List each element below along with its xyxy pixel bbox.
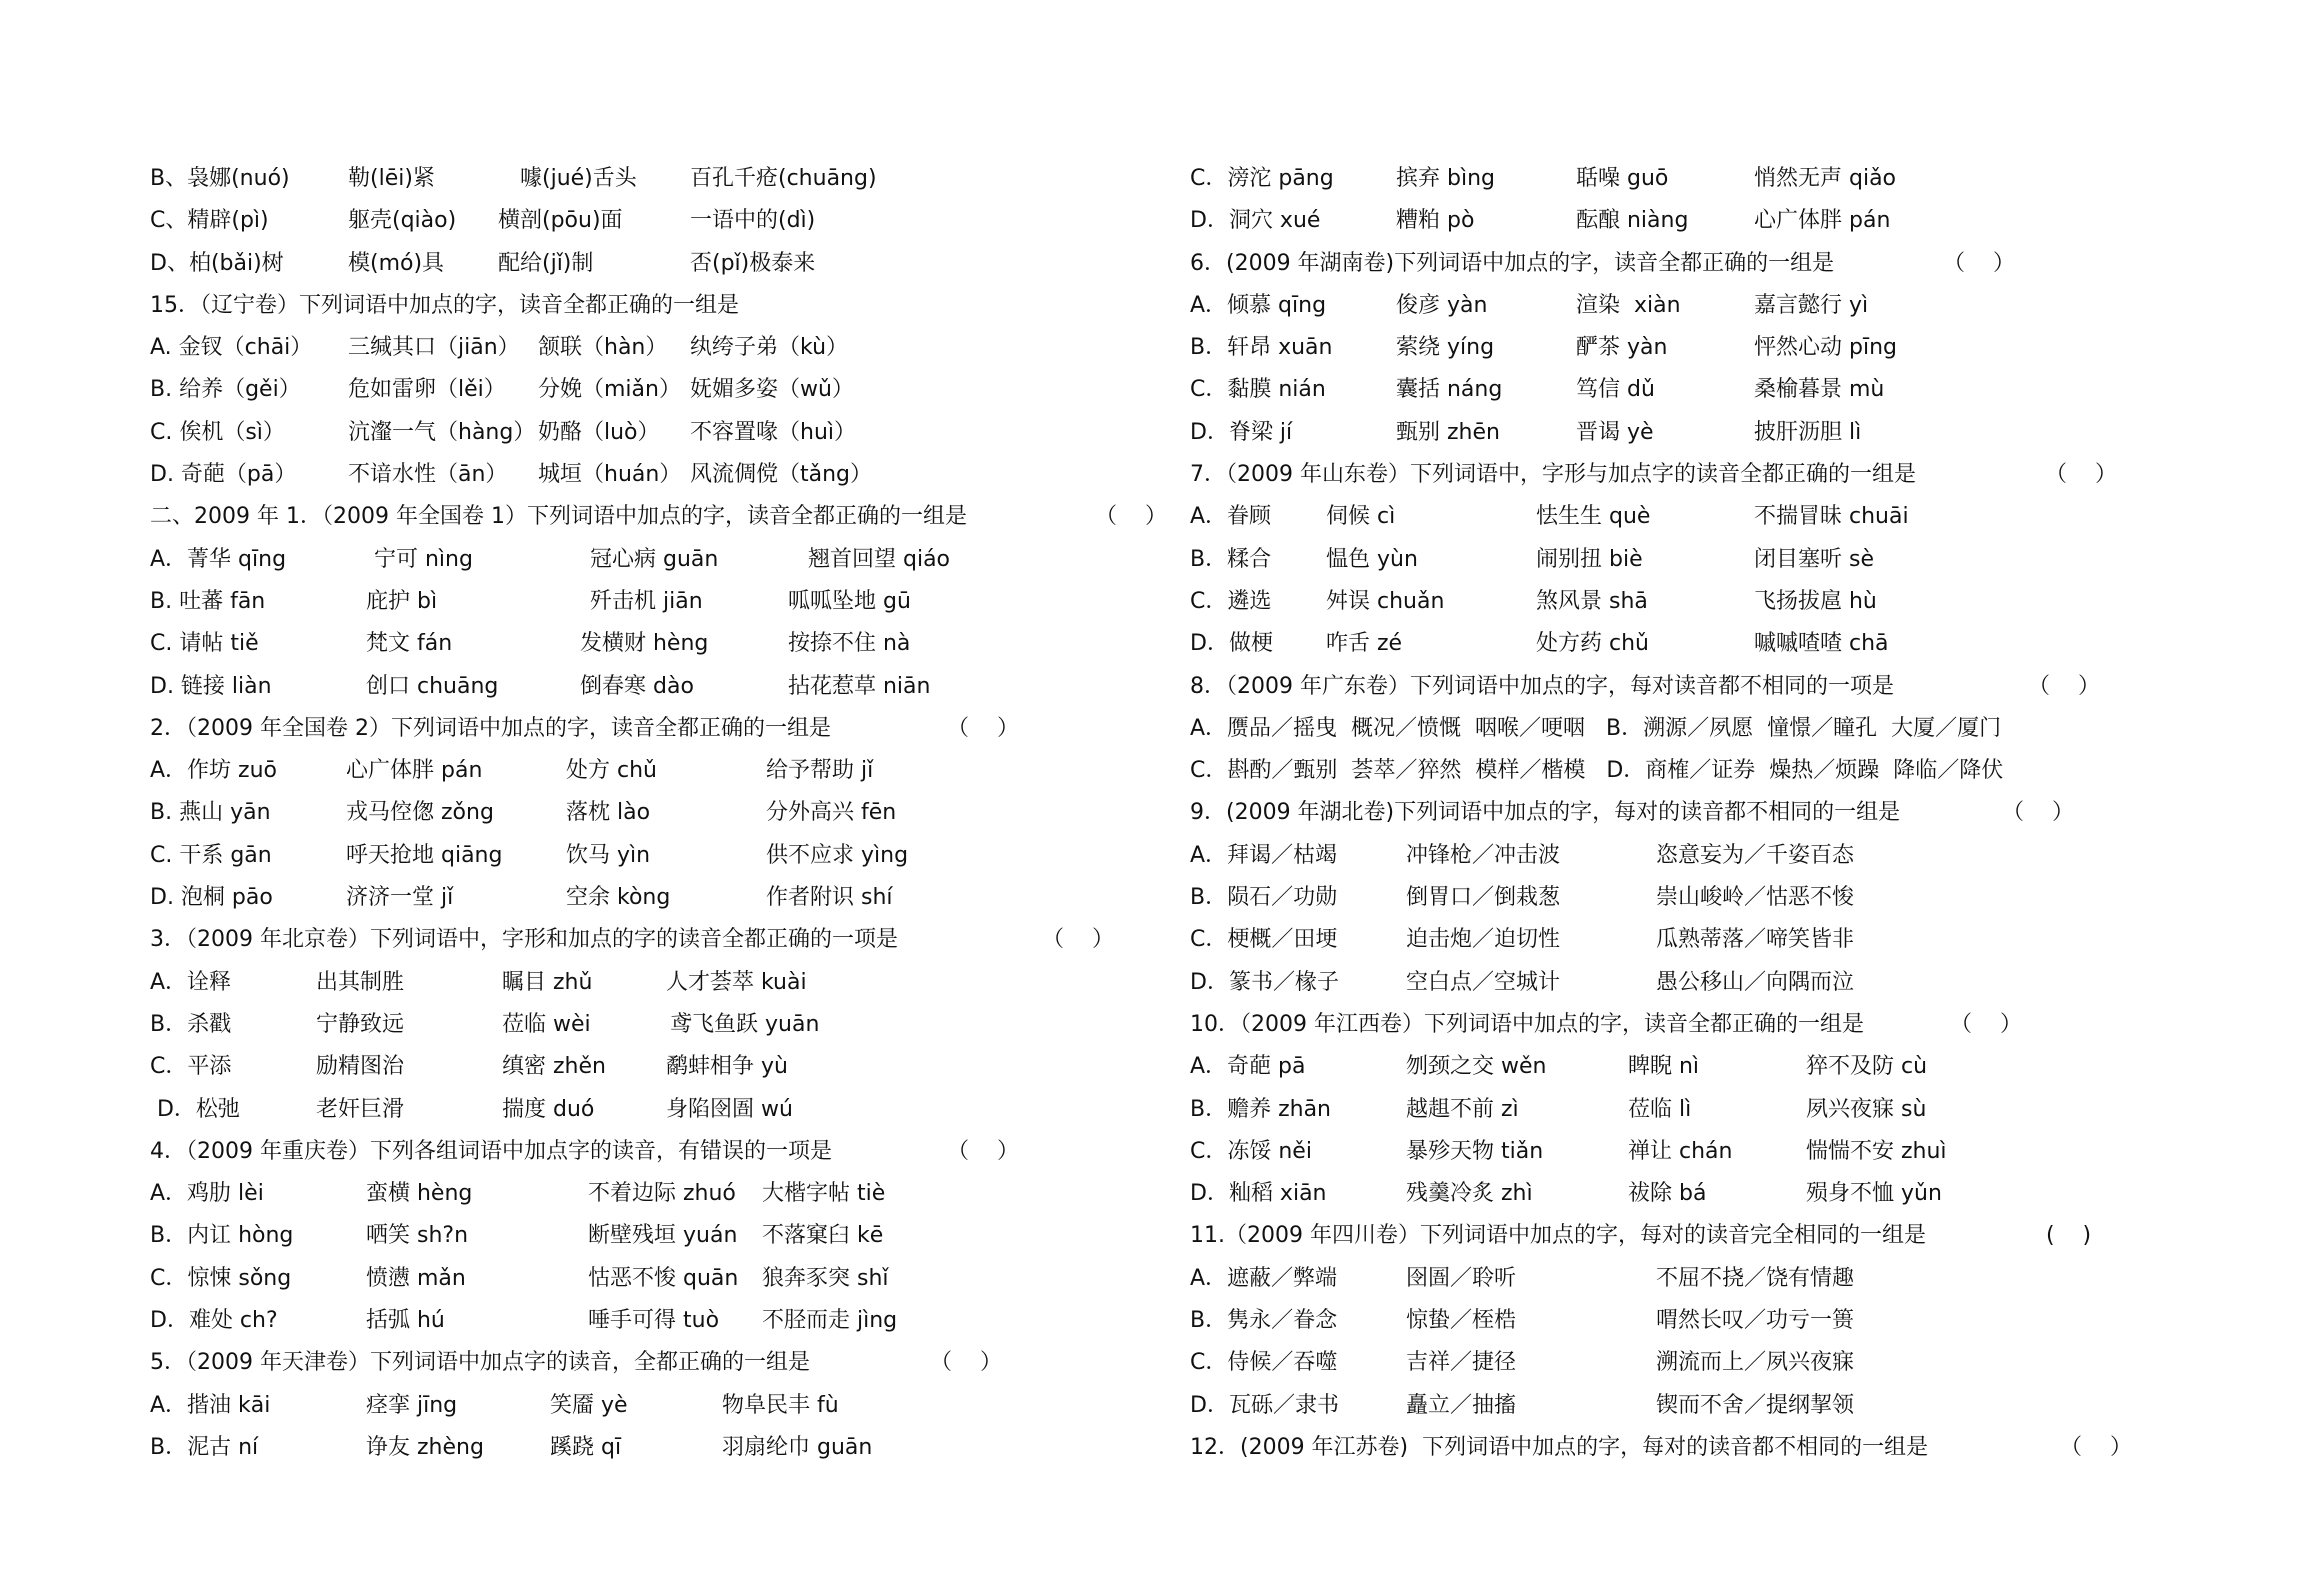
- text-line: [150, 877, 1190, 919]
- line-option: 锲而不舍／提纲挈领: [1656, 1392, 1855, 1418]
- line-option: 喟然长叹／功亏一篑: [1656, 1308, 1855, 1334]
- line-text: D．松弛: [150, 1096, 240, 1122]
- line-option: 风流倜傥（tǎng）: [690, 462, 873, 488]
- line-option: 城垣（huán）: [538, 462, 682, 488]
- line-text: A．拜谒／枯竭: [1190, 842, 1338, 868]
- line-option: 愠色 yùn: [1326, 546, 1418, 572]
- line-option: 晋谒 yè: [1576, 419, 1654, 445]
- line-option: 猝不及防 cù: [1806, 1054, 1928, 1080]
- text-line: [1190, 1131, 2240, 1173]
- line-option: 人才荟萃 kuài: [666, 969, 807, 995]
- line-text: A．眷顾: [1190, 504, 1272, 530]
- line-option: （ ）: [2045, 462, 2117, 488]
- line-text: A．作坊 zuō: [150, 758, 277, 784]
- line-option: 躯壳(qiào): [348, 208, 457, 234]
- line-option: 囹圄／聆听: [1406, 1265, 1517, 1291]
- line-text: 12．(2009 年江苏卷) 下列词语中加点的字，每对的读音都不相同的一组是: [1190, 1434, 1929, 1460]
- line-text: C. 请帖 tiě: [150, 631, 259, 657]
- line-text: C. 干系 gān: [150, 842, 272, 868]
- line-option: 摈弃 bìng: [1396, 166, 1495, 191]
- line-option: 怙恶不悛 quān: [588, 1265, 739, 1291]
- text-line: [1190, 539, 2240, 581]
- line-option: 宁静致远: [316, 1011, 405, 1037]
- line-option: 梵文 fán: [366, 631, 453, 657]
- text-line: [150, 1215, 1190, 1257]
- line-option: 冠心病 guān: [590, 546, 719, 572]
- line-text: D. 泡桐 pāo: [150, 885, 273, 911]
- line-option: （ ）: [947, 715, 1019, 741]
- line-option: 俊彦 yàn: [1396, 292, 1488, 318]
- line-text: C、精辟(pì): [150, 208, 269, 234]
- line-option: 不容置喙（huì）: [690, 419, 856, 445]
- line-text: B、袅娜(nuó): [150, 166, 290, 191]
- line-option: 瞩目 zhǔ: [502, 969, 593, 995]
- text-line: [150, 200, 1190, 242]
- line-option: 发横财 hèng: [580, 631, 709, 657]
- line-text: C．滂沱 pāng: [1190, 166, 1334, 191]
- line-option: 百孔千疮(chuāng): [690, 166, 877, 191]
- line-option: 宁可 nìng: [374, 546, 473, 572]
- text-line: [1190, 919, 2240, 961]
- line-text: C．平添: [150, 1054, 232, 1080]
- text-line: [150, 919, 1190, 961]
- line-option: 大楷字帖 tiè: [762, 1181, 886, 1207]
- line-option: 括弧 hú: [366, 1308, 445, 1334]
- line-option: 配给(jǐ)制: [498, 250, 594, 276]
- line-text: 8．（2009 年广东卷）下列词语中加点的字，每对读音都不相同的一项是: [1190, 673, 1894, 699]
- line-option: 否(pǐ)极泰来: [690, 250, 816, 276]
- line-option: 酽茶 yàn: [1576, 335, 1668, 361]
- text-line: [150, 412, 1190, 454]
- text-line: [1190, 750, 2240, 792]
- line-option: 励精图治: [316, 1054, 405, 1080]
- line-text: D、柏(bǎi)树: [150, 250, 284, 276]
- line-option: 愚公移山／向隅而泣: [1656, 969, 1855, 995]
- text-line: [1190, 412, 2240, 454]
- line-option: 祓除 bá: [1628, 1181, 1707, 1207]
- line-option: 聒噪 guō: [1576, 166, 1669, 191]
- line-text: B. 吐蕃 fān: [150, 588, 266, 614]
- line-option: 伺候 cì: [1326, 504, 1396, 530]
- line-option: 蹊跷 qī: [550, 1434, 622, 1460]
- line-text: B．杀戳: [150, 1011, 232, 1037]
- line-text: 15．（辽宁卷）下列词语中加点的字，读音全都正确的一组是: [150, 292, 739, 318]
- line-option: （ ）: [2028, 673, 2100, 699]
- line-text: C．黏膜 nián: [1190, 377, 1326, 403]
- line-option: （ ）: [1943, 250, 2015, 276]
- text-line: [1190, 1046, 2240, 1088]
- text-line: [150, 158, 1190, 200]
- line-option: 物阜民丰 fù: [722, 1392, 839, 1418]
- line-option: （ ）: [1950, 1011, 2022, 1037]
- line-option: 断壁残垣 yuán: [588, 1223, 738, 1249]
- line-option: 蛮横 hèng: [366, 1181, 473, 1207]
- line-option: 悄然无声 qiǎo: [1754, 166, 1897, 191]
- line-text: D．籼稻 xiān: [1190, 1181, 1327, 1207]
- line-option: 嘉言懿行 yì: [1754, 292, 1869, 318]
- text-line: [1190, 666, 2240, 708]
- line-text: 9．(2009 年湖北卷)下列词语中加点的字，每对的读音都不相同的一组是: [1190, 800, 1901, 826]
- line-option: 冲锋枪／冲击波: [1406, 842, 1561, 868]
- text-line: [150, 666, 1190, 708]
- text-line: [150, 708, 1190, 750]
- line-option: 暴殄天物 tiǎn: [1406, 1138, 1544, 1164]
- line-option: 舛误 chuǎn: [1326, 588, 1445, 614]
- line-text: 4．（2009 年重庆卷）下列各组词语中加点字的读音，有错误的一项是: [150, 1138, 832, 1164]
- line-option: 怦然心动 pīng: [1754, 335, 1897, 361]
- line-option: 越趄不前 zì: [1406, 1096, 1519, 1122]
- line-option: 羽扇纶巾 guān: [722, 1434, 873, 1460]
- line-text: B. 给养（gěi）: [150, 377, 301, 403]
- text-line: [150, 750, 1190, 792]
- text-line: [1190, 962, 2240, 1004]
- line-text: C．惊悚 sǒng: [150, 1265, 292, 1291]
- line-option: 唾手可得 tuò: [588, 1308, 720, 1334]
- line-text: 5．（2009 年天津卷）下列词语中加点字的读音，全都正确的一组是: [150, 1350, 810, 1376]
- text-line: [1190, 1089, 2240, 1131]
- line-option: 笑靥 yè: [550, 1392, 628, 1418]
- line-text: B. 燕山 yān: [150, 800, 271, 826]
- line-option: 诤友 zhèng: [366, 1434, 484, 1460]
- line-option: （ ）: [2060, 1434, 2132, 1460]
- line-text: C. 俟机（sì）: [150, 419, 285, 445]
- line-text: A. 金钗（chāi）: [150, 335, 313, 361]
- line-option: 渲染 xiàn: [1576, 292, 1681, 318]
- line-option: 矗立／抽搐: [1406, 1392, 1517, 1418]
- text-line: [1190, 1173, 2240, 1215]
- line-option: 创口 chuāng: [366, 673, 499, 699]
- line-option: 处方 chǔ: [566, 758, 657, 784]
- line-option: 莅临 wèi: [502, 1011, 591, 1037]
- line-option: 不着边际 zhuó: [588, 1181, 736, 1207]
- line-text: C．遴选: [1190, 588, 1272, 614]
- line-text: D. 奇葩（pā）: [150, 462, 297, 488]
- line-text: A．遮蔽／弊端: [1190, 1265, 1338, 1291]
- line-option: 囊括 náng: [1396, 377, 1503, 403]
- line-option: 沆瀣一气（hàng）: [348, 419, 536, 445]
- line-text: A．鸡肋 lèi: [150, 1181, 264, 1207]
- text-line: [150, 835, 1190, 877]
- line-text: 10．（2009 年江西卷）下列词语中加点的字，读音全都正确的一组是: [1190, 1011, 1864, 1037]
- line-text: C．侍候／吞噬: [1190, 1350, 1338, 1376]
- line-text: 6．(2009 年湖南卷)下列词语中加点的字，读音全都正确的一组是: [1190, 250, 1835, 276]
- text-line: [1190, 327, 2240, 369]
- line-text: D．做梗: [1190, 631, 1273, 657]
- text-line: [150, 1385, 1190, 1427]
- line-option: 惴惴不安 zhuì: [1806, 1138, 1947, 1164]
- line-option: 呱呱坠地 gū: [788, 588, 911, 614]
- line-option: 横剖(pōu)面: [498, 208, 623, 234]
- line-option: 危如雷卵（lěi）: [348, 377, 506, 403]
- line-option: 披肝沥胆 lì: [1754, 419, 1862, 445]
- line-option: 闭目塞听 sè: [1754, 546, 1874, 572]
- line-option: 殒身不恤 yǔn: [1806, 1181, 1942, 1207]
- line-option: （ ）: [947, 1138, 1019, 1164]
- line-text: D．瓦砾／隶书: [1190, 1392, 1339, 1418]
- line-option: 身陷囹圄 wú: [666, 1096, 793, 1122]
- line-option: 愤懑 mǎn: [366, 1265, 466, 1291]
- line-option: 三缄其口（jiān）: [348, 335, 520, 361]
- line-option: 莅临 lì: [1628, 1096, 1692, 1122]
- line-option: 萦绕 yíng: [1396, 335, 1495, 361]
- text-line: [1190, 454, 2240, 496]
- right-column: [1190, 158, 2240, 1469]
- line-option: 不谙水性（ān）: [348, 462, 508, 488]
- line-text: B．泥古 ní: [150, 1434, 259, 1460]
- line-option: 狼奔豕突 shǐ: [762, 1265, 889, 1291]
- line-option: 笃信 dǔ: [1576, 377, 1655, 403]
- line-option: （ ）: [1042, 927, 1114, 953]
- text-line: [1190, 496, 2240, 538]
- line-option: 煞风景 shā: [1536, 588, 1648, 614]
- line-option: 睥睨 nì: [1628, 1054, 1700, 1080]
- line-option: 歼击机 jiān: [590, 588, 703, 614]
- line-option: 处方药 chǔ: [1536, 631, 1649, 657]
- line-option: 老奸巨滑: [316, 1096, 405, 1122]
- line-text: A．倾慕 qīng: [1190, 292, 1327, 318]
- line-option: 刎颈之交 wěn: [1406, 1054, 1547, 1080]
- text-line: [150, 1173, 1190, 1215]
- text-line: [150, 792, 1190, 834]
- line-text: B．内讧 hòng: [150, 1223, 294, 1249]
- text-line: [150, 623, 1190, 665]
- text-line: [150, 243, 1190, 285]
- line-text: B．隽永／眷念: [1190, 1308, 1338, 1334]
- line-text: C．梗概／田埂: [1190, 927, 1338, 953]
- line-option: 溯流而上／夙兴夜寐: [1656, 1350, 1855, 1376]
- line-text: 2．（2009 年全国卷 2）下列词语中加点的字，读音全都正确的一组是: [150, 715, 831, 741]
- line-option: 颔联（hàn）: [538, 335, 668, 361]
- line-option: 缜密 zhěn: [502, 1054, 606, 1080]
- line-option: 呼天抢地 qiāng: [346, 842, 503, 868]
- line-text: D. 链接 liàn: [150, 673, 272, 699]
- line-option: 不落窠臼 kē: [762, 1223, 884, 1249]
- line-text: B．赡养 zhān: [1190, 1096, 1332, 1122]
- line-option: 咋舌 zé: [1326, 631, 1403, 657]
- line-option: 酝酿 niàng: [1576, 208, 1689, 234]
- line-option: 糟粕 pò: [1396, 208, 1475, 234]
- line-option: 哂笑 sh?n: [366, 1223, 469, 1249]
- text-line: [1190, 243, 2240, 285]
- line-option: 闹别扭 biè: [1536, 546, 1643, 572]
- line-text: B．陨石／功勋: [1190, 885, 1338, 911]
- line-option: 心广体胖 pán: [346, 758, 483, 784]
- line-text: A．奇葩 pā: [1190, 1054, 1306, 1080]
- text-line: [150, 369, 1190, 411]
- line-option: 吉祥／捷径: [1406, 1350, 1517, 1376]
- line-option: 分外高兴 fēn: [766, 800, 897, 826]
- line-option: 出其制胜: [316, 969, 405, 995]
- text-line: [1190, 877, 2240, 919]
- line-option: 戎马倥偬 zǒng: [346, 800, 494, 826]
- text-line: [1190, 1300, 2240, 1342]
- line-text: A．菁华 qīng: [150, 546, 287, 572]
- line-option: 奶酪（luò）: [538, 419, 660, 445]
- line-option: 空余 kòng: [566, 885, 671, 911]
- text-line: [1190, 285, 2240, 327]
- line-option: （ ）: [1095, 504, 1167, 530]
- line-option: 惊蛰／桎梏: [1406, 1308, 1517, 1334]
- line-option: 翘首回望 qiáo: [808, 546, 951, 572]
- text-line: [1190, 158, 2240, 200]
- line-option: 勒(lēi)紧: [348, 166, 435, 191]
- line-option: 心广体胖 pán: [1754, 208, 1891, 234]
- line-option: 妩媚多姿（wǔ）: [690, 377, 854, 403]
- line-text: B．糅合: [1190, 546, 1272, 572]
- line-option: 拈花惹草 niān: [788, 673, 931, 699]
- line-option: 纨绔子弟（kù）: [690, 335, 849, 361]
- line-option: 作者附识 shí: [766, 885, 893, 911]
- text-line: [1190, 623, 2240, 665]
- text-line: [150, 962, 1190, 1004]
- text-line: [150, 285, 1190, 327]
- line-option: 痉挛 jīng: [366, 1392, 458, 1418]
- text-line: [1190, 1258, 2240, 1300]
- text-line: [1190, 792, 2240, 834]
- line-option: 飞扬拔扈 hù: [1754, 588, 1877, 614]
- line-text: 3．（2009 年北京卷）下列词语中，字形和加点的字的读音全都正确的一项是: [150, 927, 898, 953]
- line-option: 噱(jué)舌头: [520, 166, 637, 191]
- line-text: C．斟酌／甄别 荟萃／猝然 模样／楷模 D．商榷／证券 燥热／烦躁 降临／降伏: [1190, 758, 2004, 784]
- line-text: 二、2009 年 1．（2009 年全国卷 1）下列词语中加点的字，读音全都正确的一组是: [150, 504, 967, 530]
- line-option: 揣度 duó: [502, 1096, 595, 1122]
- line-text: B．轩昂 xuān: [1190, 335, 1333, 361]
- line-option: 空白点／空城计: [1406, 969, 1561, 995]
- line-option: 供不应求 yìng: [766, 842, 909, 868]
- line-option: 禅让 chán: [1628, 1138, 1733, 1164]
- text-line: [1190, 708, 2240, 750]
- text-line: [150, 1004, 1190, 1046]
- line-text: D．洞穴 xué: [1190, 208, 1321, 234]
- line-text: A．揩油 kāi: [150, 1392, 271, 1418]
- line-option: 嘁嘁喳喳 chā: [1754, 631, 1889, 657]
- text-line: [1190, 835, 2240, 877]
- text-line: [150, 1046, 1190, 1088]
- text-line: [150, 581, 1190, 623]
- text-line: [150, 1258, 1190, 1300]
- text-line: [1190, 1427, 2240, 1469]
- line-option: 落枕 lào: [566, 800, 651, 826]
- line-option: 分娩（miǎn）: [538, 377, 681, 403]
- line-option: 饮马 yìn: [566, 842, 651, 868]
- left-column: [150, 158, 1190, 1469]
- line-option: 模(mó)具: [348, 250, 445, 276]
- line-option: 不胫而走 jìng: [762, 1308, 898, 1334]
- text-line: [1190, 1004, 2240, 1046]
- line-text: 11.（2009 年四川卷）下列词语中加点的字，每对的读音完全相同的一组是: [1190, 1223, 1926, 1249]
- line-option: 瓜熟蒂落／啼笑皆非: [1656, 927, 1855, 953]
- line-option: 不揣冒昧 chuāi: [1754, 504, 1909, 530]
- text-line: [1190, 1342, 2240, 1384]
- text-line: [1190, 581, 2240, 623]
- text-line: [1190, 369, 2240, 411]
- line-option: 倒春寒 dào: [580, 673, 694, 699]
- line-option: 残羹冷炙 zhì: [1406, 1181, 1533, 1207]
- text-line: [150, 327, 1190, 369]
- text-line: [1190, 200, 2240, 242]
- line-option: 不屈不挠／饶有情趣: [1656, 1265, 1855, 1291]
- line-option: （ ）: [2002, 800, 2074, 826]
- line-option: 崇山峻岭／怙恶不悛: [1656, 885, 1855, 911]
- line-text: D．脊梁 jí: [1190, 419, 1293, 445]
- line-option: 庇护 bì: [366, 588, 438, 614]
- line-option: 迫击炮／迫切性: [1406, 927, 1561, 953]
- line-option: 给予帮助 jǐ: [766, 758, 874, 784]
- line-option: 恣意妄为／千姿百态: [1656, 842, 1855, 868]
- line-option: 桑榆暮景 mù: [1754, 377, 1885, 403]
- text-line: [1190, 1215, 2240, 1257]
- text-line: [150, 1300, 1190, 1342]
- line-text: A．诠释: [150, 969, 232, 995]
- line-text: D．篆书／椽子: [1190, 969, 1339, 995]
- text-line: [150, 1131, 1190, 1173]
- text-line: [150, 539, 1190, 581]
- line-option: 济济一堂 jǐ: [346, 885, 454, 911]
- line-option: （ ）: [930, 1350, 1002, 1376]
- text-line: [150, 496, 1190, 538]
- line-option: 一语中的(dì): [690, 208, 816, 234]
- line-text: 7．（2009 年山东卷）下列词语中，字形与加点字的读音全都正确的一组是: [1190, 462, 1916, 488]
- line-option: 怯生生 què: [1536, 504, 1651, 530]
- line-option: 鸢飞鱼跃 yuān: [670, 1011, 820, 1037]
- line-text: A．赝品／摇曳 概况／愤慨 咽喉／哽咽 B．溯源／夙愿 憧憬／瞳孔 大厦／厦门: [1190, 715, 2002, 741]
- line-option: 夙兴夜寐 sù: [1806, 1096, 1927, 1122]
- line-text: C．冻馁 něi: [1190, 1138, 1312, 1164]
- line-option: 按捺不住 nà: [788, 631, 911, 657]
- line-option: 倒胃口／倒栽葱: [1406, 885, 1561, 911]
- text-line: [1190, 1385, 2240, 1427]
- text-line: [150, 1089, 1190, 1131]
- text-line: [150, 1342, 1190, 1384]
- line-option: ( ): [2046, 1223, 2092, 1249]
- line-text: D．难处 ch?: [150, 1308, 278, 1334]
- text-line: [150, 454, 1190, 496]
- line-option: 甄别 zhēn: [1396, 419, 1500, 445]
- line-option: 鹬蚌相争 yù: [666, 1054, 788, 1080]
- text-line: [150, 1427, 1190, 1469]
